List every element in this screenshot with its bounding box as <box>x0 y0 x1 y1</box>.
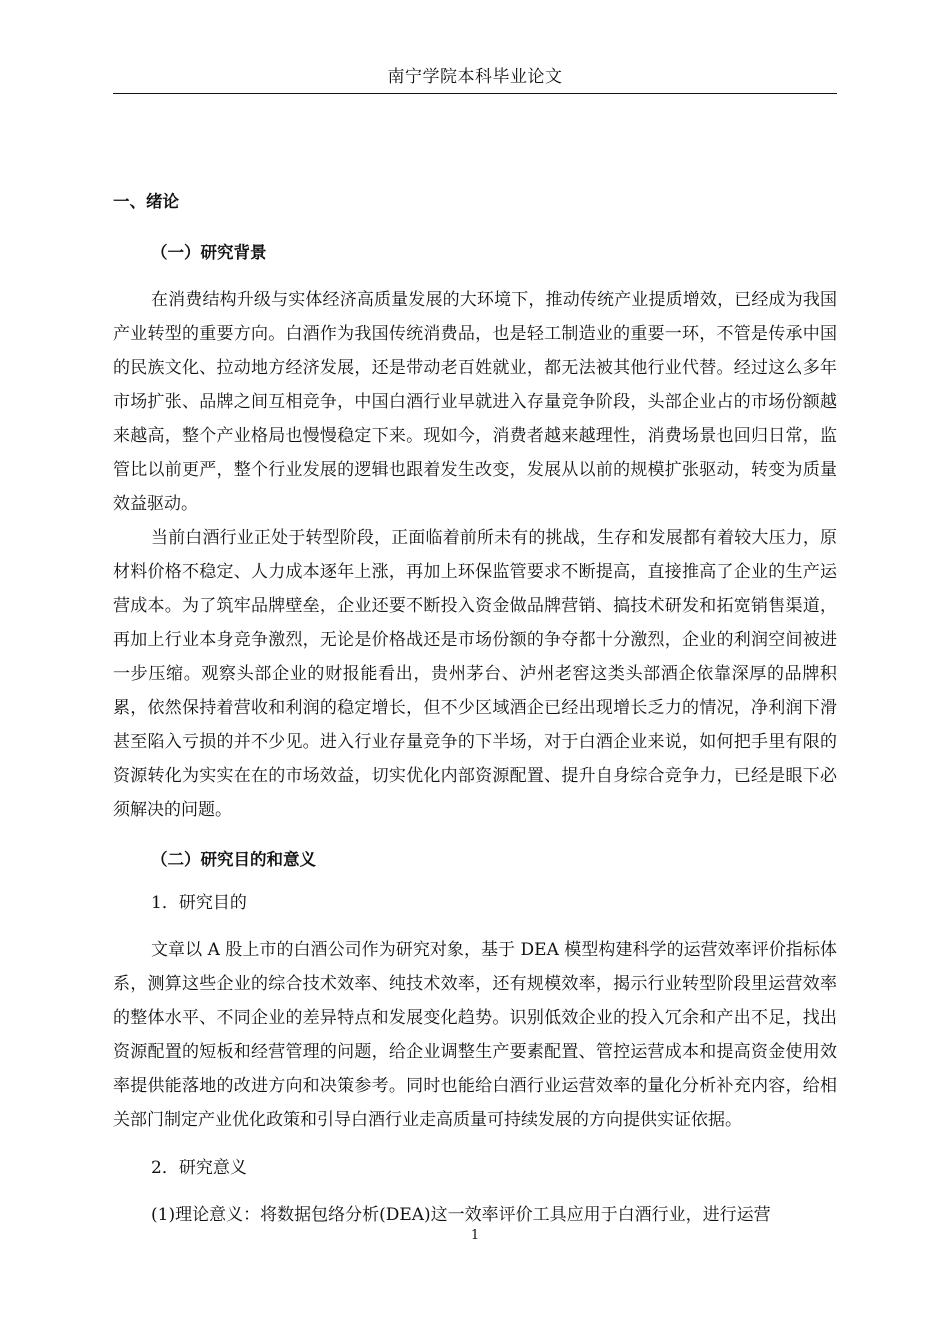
heading-research-significance: 2．研究意义 <box>151 1158 247 1178</box>
running-header: 南宁学院本科毕业论文 <box>387 67 563 87</box>
page-number: 1 <box>470 1228 480 1243</box>
paragraph-background-1: 在消费结构升级与实体经济高质量发展的大环境下，推动传统产业提质增效，已经成为我国产业转型的重要方向。白酒作为我国传统消费品，也是轻工制造业的重要一环，不管是传承中国的民族文化、拉动地方经济发展，还是带动老百姓就业，都无法被其他行业代替。经过这么多年市场扩张、品牌之间互相竞争，中国白酒行业早就进入存量竞争阶段，头部企业占的市场份额越来越高，整个产业格局也慢慢稳定下来。现如今，消费者越来越理性，消费场景也回归日常，监管比以前更严，整个行业发展的逻辑也跟着发生改变，发展从以前的规模扩张驱动，转变为质量效益驱动。 <box>113 290 837 514</box>
header-divider <box>113 93 837 94</box>
subsection-heading-background: （一）研究背景 <box>151 243 267 262</box>
page-body <box>113 192 837 1232</box>
paragraph-research-purpose: 文章以 A 股上市的白酒公司作为研究对象，基于 DEA 模型构建科学的运营效率评价指标体系，测算这些企业的综合技术效率、纯技术效率，还有规模效率，揭示行业转型阶段里运营效率的整体水平、不同企业的差异特点和发展变化趋势。识别低效企业的投入冗余和产出不足，找出资源配置的短板和经营管理的问题，给企业调整生产要素配置、管控运营成本和提高资金使用效率提供能落地的改进方向和决策参考。同时也能给白酒行业运营效率的量化分析补充内容，给相关部门制定产业优化政策和引导白酒行业走高质量可持续发展的方向提供实证依据。 <box>113 940 837 1130</box>
subsection-heading-purpose-significance: （二）研究目的和意义 <box>151 850 316 869</box>
paragraph-background-2: 当前白酒行业正处于转型阶段，正面临着前所未有的挑战，生存和发展都有着较大压力，原材料价格不稳定、人力成本逐年上涨，再加上环保监管要求不断提高，直接推高了企业的生产运营成本。为了筑牢品牌壁垒，企业还要不断投入资金做品牌营销、搞技术研发和拓宽销售渠道，再加上行业本身竞争激烈，无论是价格战还是市场份额的争夺都十分激烈，企业的利润空间被进一步压缩。观察头部企业的财报能看出，贵州茅台、泸州老窖这类头部酒企依靠深厚的品牌积累，依然保持着营收和利润的稳定增长，但不少区域酒企已经出现增长乏力的情况，净利润下滑甚至陷入亏损的并不少见。进入行业存量竞争的下半场，对于白酒企业来说，如何把手里有限的资源转化为实实在在的市场效益，切实优化内部资源配置、提升自身综合竞争力，已经是眼下必须解决的问题。 <box>113 528 837 820</box>
paragraph-theoretical-significance: (1)理论意义：将数据包络分析(DEA)这一效率评价工具应用于白酒行业，进行运营 <box>151 1205 771 1225</box>
section-heading: 一、绪论 <box>113 192 179 211</box>
heading-research-purpose: 1．研究目的 <box>151 893 247 913</box>
